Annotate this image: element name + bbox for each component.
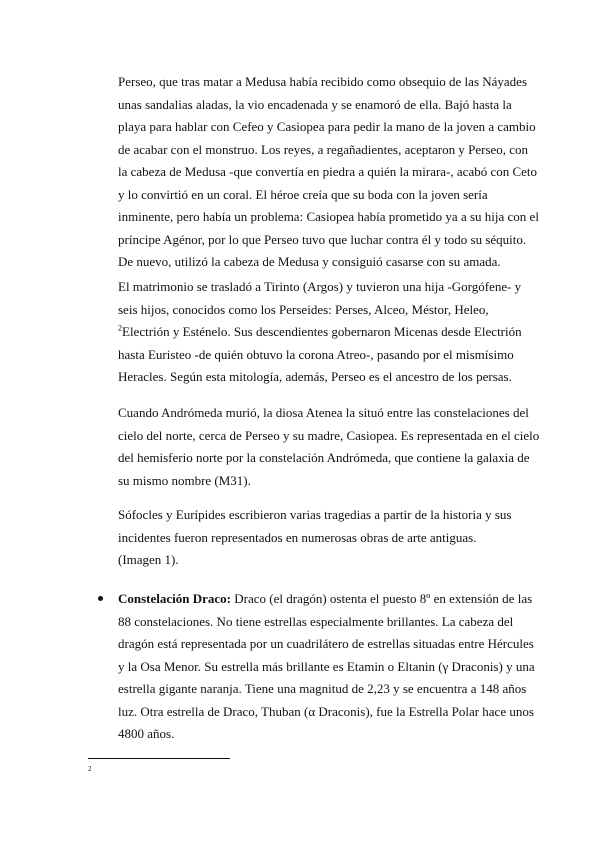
text-line: incidentes fueron representados en numerosas obras de arte antiguas. [118,529,477,545]
footnote-separator [88,758,230,759]
text-line: la cabeza de Medusa -que convertía en piedra a quién la mirara-, acabó con Ceto [118,164,538,179]
text-line [118,321,522,344]
paragraph-sofocles [118,504,518,572]
text-line-body: Draco (el dragón) ostenta el puesto 8º en extensión de las [231,591,533,606]
text-line: De nuevo, utilizó la cabeza de Medusa y consiguió casarse con su amada. [118,254,501,269]
text-line: príncipe Agénor, por lo que Perseo tuvo que luchar contra él y todo su séquito. [118,231,527,247]
text-line: hasta Euristeo -de quién obtuvo la corona Atreo-, pasando por el mismísimo [118,346,514,362]
text-line [118,588,533,611]
text-line: 88 constelaciones. No tiene estrellas especialmente brillantes. La cabeza del [118,613,514,629]
footnote-marker: 2 [88,765,92,773]
text-line: y lo convirtió en un coral. El héroe creía que su boda con la joven sería [118,186,488,202]
text-line: (Imagen 1). [118,552,179,567]
paragraph-andromeda [118,402,540,492]
text-line: Cuando Andrómeda murió, la diosa Atenea la situó entre las constelaciones del [118,405,529,420]
paragraph-perseo [118,71,539,274]
bullet-text [118,588,535,746]
text-line: Perseo, que tras matar a Medusa había recibido como obsequio de las Náyades [118,74,528,89]
text-line: cielo del norte, cerca de Perseo y su madre, Casiopea. Es representada en el cielo [118,427,540,443]
text-line: dragón está representada por un cuadrilátero de estrellas situadas entre Hércules [118,636,534,651]
text-line: Sófocles y Eurípides escribieron varias tragedias a partir de la historia y sus [118,507,512,522]
text-line: Heracles. Según esta mitología, además, Perseo es el ancestro de los persas. [118,369,512,384]
text-line: luz. Otra estrella de Draco, Thuban (α Draconis), fue la Estrella Polar hace unos [118,703,534,719]
text-line-body: Electrión y Esténelo. Sus descendientes gobernaron Micenas desde Electrión [122,324,522,339]
text-line: 4800 años. [118,726,175,741]
footnote-reference[interactable]: 2 [118,323,122,333]
text-line: estrella gigante naranja. Tiene una magnitud de 2,23 y se encuentra a 148 años [118,681,527,696]
text-line: El matrimonio se trasladó a Tirinto (Argos) y tuvieron una hija -Gorgófene- y [118,279,522,294]
text-line: seis hijos, conocidos como los Perseides: Perses, Alceo, Méstor, Heleo, [118,301,489,317]
text-line: inminente, pero había un problema: Casiopea había prometido ya a su hija con el [118,209,539,224]
text-line: y la Osa Menor. Su estrella más brillante es Etamin o Eltanin (γ Draconis) y una [118,658,535,674]
bullet-heading: Constelación Draco: [118,591,232,606]
paragraph-matrimonio [118,276,522,389]
text-line: playa para hablar con Cefeo y Casiopea para pedir la mano de la joven a cambio [118,119,536,134]
text-line: del hemisferio norte por la constelación Andrómeda, que contiene la galaxia de [118,450,530,465]
text-line: su mismo nombre (M31). [118,472,251,488]
text-line: de acabar con el monstruo. Los reyes, a regañadientes, aceptaron y Perseo, con [118,141,529,157]
bullet-icon [98,596,103,601]
text-line: unas sandalias aladas, la vio encadenada y se enamoró de ella. Bajó hasta la [118,96,512,112]
